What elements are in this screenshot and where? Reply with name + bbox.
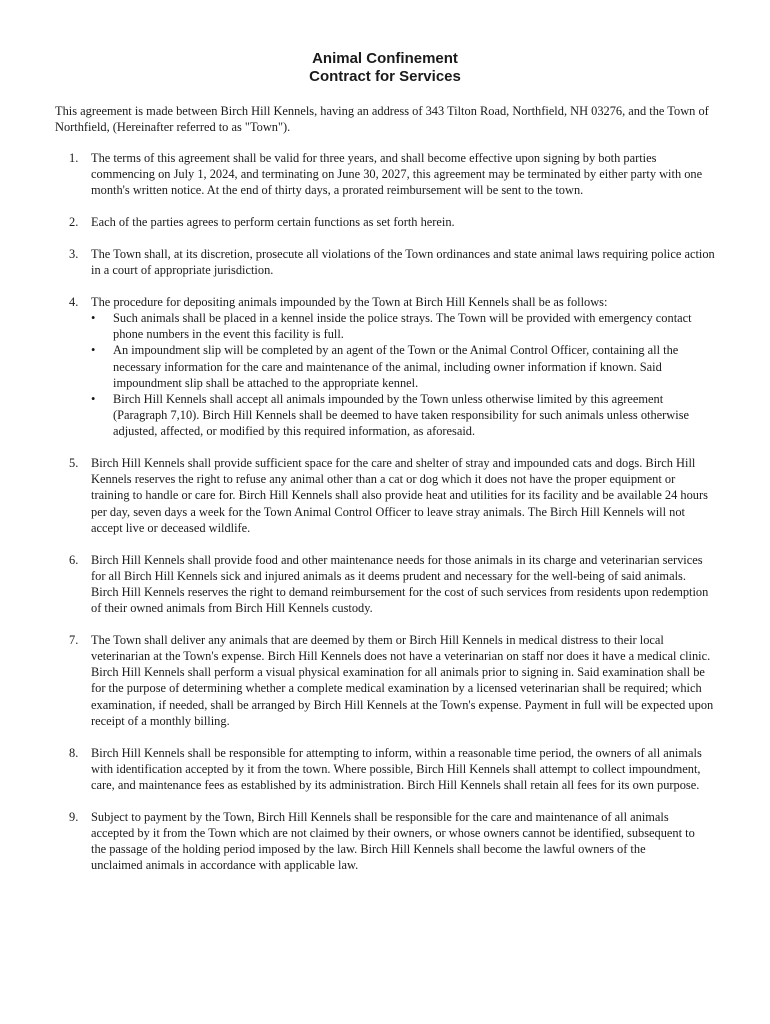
clause-text: The procedure for depositing animals impounded by the Town at Birch Hill Kennels shall be as follows: <box>91 294 608 309</box>
bullet-icon: • <box>91 343 96 358</box>
clause-number: 6. <box>69 552 79 567</box>
clause-text: Subject to payment by the Town, Birch Hill Kennels shall be responsible for the care and maintenance of all animals accepted by it from the Town which are not claimed by their owners, or whose owners cannot be identified, subsequent to the passage of the holding period imposed by the law. Birch Hill Kennels shall become the lawful owners of the unclaimed animals in accordance with applicable law. <box>91 809 695 873</box>
clause-text: The Town shall, at its discretion, prosecute all violations of the Town ordinances and state animal laws requiring police action in a court of appropriate jurisdiction. <box>91 246 715 278</box>
clause-text: Birch Hill Kennels shall provide sufficient space for the care and shelter of stray and impounded cats and dogs. Birch Hill Kennels reserves the right to refuse any animal other than a cat or dog which it does not have the proper equipment or training to handle or care for. Birch Hill Kennels shall also provide heat and utilities for its facility and be available 24 hours per day, seven days a week for the Town Animal Control Officer to leave stray animals. The Birch Hill Kennels will not accept live or deceased wildlife. <box>91 456 708 535</box>
clause-number: 5. <box>69 456 79 471</box>
document-title: Animal Confinement <box>312 50 458 67</box>
document-subtitle: Contract for Services <box>309 68 461 85</box>
clause-5 <box>55 455 715 536</box>
intro-paragraph: This agreement is made between Birch Hill Kennels, having an address of 343 Tilton Road, Northfield, NH 03276, and the Town of Northfield, (Hereinafter referred to as "Town"). <box>55 104 709 135</box>
clause-number: 9. <box>69 809 79 824</box>
bullet-text: Birch Hill Kennels shall accept all animals impounded by the Town unless otherwise limited by this agreement (Paragraph 7,10). Birch Hill Kennels shall be deemed to have taken responsibility for such animals unless otherwise adjusted, affected, or modified by this required information, as aforesaid. <box>113 391 690 439</box>
clause-9 <box>55 809 715 874</box>
clause-8 <box>55 745 715 794</box>
clause-1 <box>55 150 715 199</box>
clause-7 <box>55 632 715 729</box>
clause-4 <box>55 294 715 440</box>
clause-text: Birch Hill Kennels shall be responsible for attempting to inform, within a reasonable time period, the owners of all animals with identification accepted by it from the town. Where possible, Birch Hill Kennels shall attempt to collect impoundment, care, and maintenance fees as established by its administration. Birch Hill Kennels shall retain all fees for its own purpose. <box>91 745 702 792</box>
clause-list <box>55 150 715 889</box>
procedure-bullet <box>91 342 701 391</box>
bullet-icon: • <box>91 391 96 406</box>
clause-text: Birch Hill Kennels shall provide food and other maintenance needs for those animals in its charge and veterinarian services for all Birch Hill Kennels sick and injured animals as it deems prudent and necessary for the well-being of said animals. Birch Hill Kennels reserves the right to demand reimbursement for the cost of such services from residents upon redemption of their owned animals from Birch Hill Kennels custody. <box>91 552 709 616</box>
clause-text: The Town shall deliver any animals that are deemed by them or Birch Hill Kennels in medical distress to their local veterinarian at the Town's expense. Birch Hill Kennels does not have a veterinarian on staff nor does it have a medical clinic. Birch Hill Kennels shall perform a visual physical examination for all animals prior to signing in. Said examination shall be for the purpose of determining whether a complete medical examination by a licensed veterinarian shall be required; which examination, if needed, shall be arranged by Birch Hill Kennels at the Town's expense. Payment in full will be expected upon receipt of a monthly billing. <box>91 632 714 728</box>
clause-number: 8. <box>69 745 79 760</box>
procedure-bullet <box>91 391 701 440</box>
clause-6 <box>55 552 715 617</box>
clause-text: Each of the parties agrees to perform certain functions as set forth herein. <box>91 215 455 230</box>
clause-2 <box>55 214 715 230</box>
procedure-bullet <box>91 310 701 342</box>
clause-number: 1. <box>69 151 79 165</box>
bullet-text: An impoundment slip will be completed by an agent of the Town or the Animal Control Officer, containing all the necessary information for the care and maintenance of the animal, including owner information if known. Said impoundment slip shall be attached to the appropriate kennel. <box>113 343 679 390</box>
clause-text: The terms of this agreement shall be valid for three years, and shall become effective upon signing by both parties commencing on July 1, 2024, and terminating on June 30, 2027, this agreement may be terminated by either party with one month's written notice. At the end of thirty days, a prorated reimbursement will be sent to the town. <box>91 151 703 198</box>
procedure-bullet-list <box>91 310 701 440</box>
clause-number: 2. <box>69 215 79 230</box>
clause-number: 7. <box>69 632 79 647</box>
clause-number: 4. <box>69 294 79 309</box>
bullet-text: Such animals shall be placed in a kennel inside the police strays. The Town will be provided with emergency contact phone numbers in the event this facility is full. <box>113 310 692 342</box>
bullet-icon: • <box>91 310 96 325</box>
clause-3 <box>55 246 715 278</box>
clause-number: 3. <box>69 246 79 261</box>
